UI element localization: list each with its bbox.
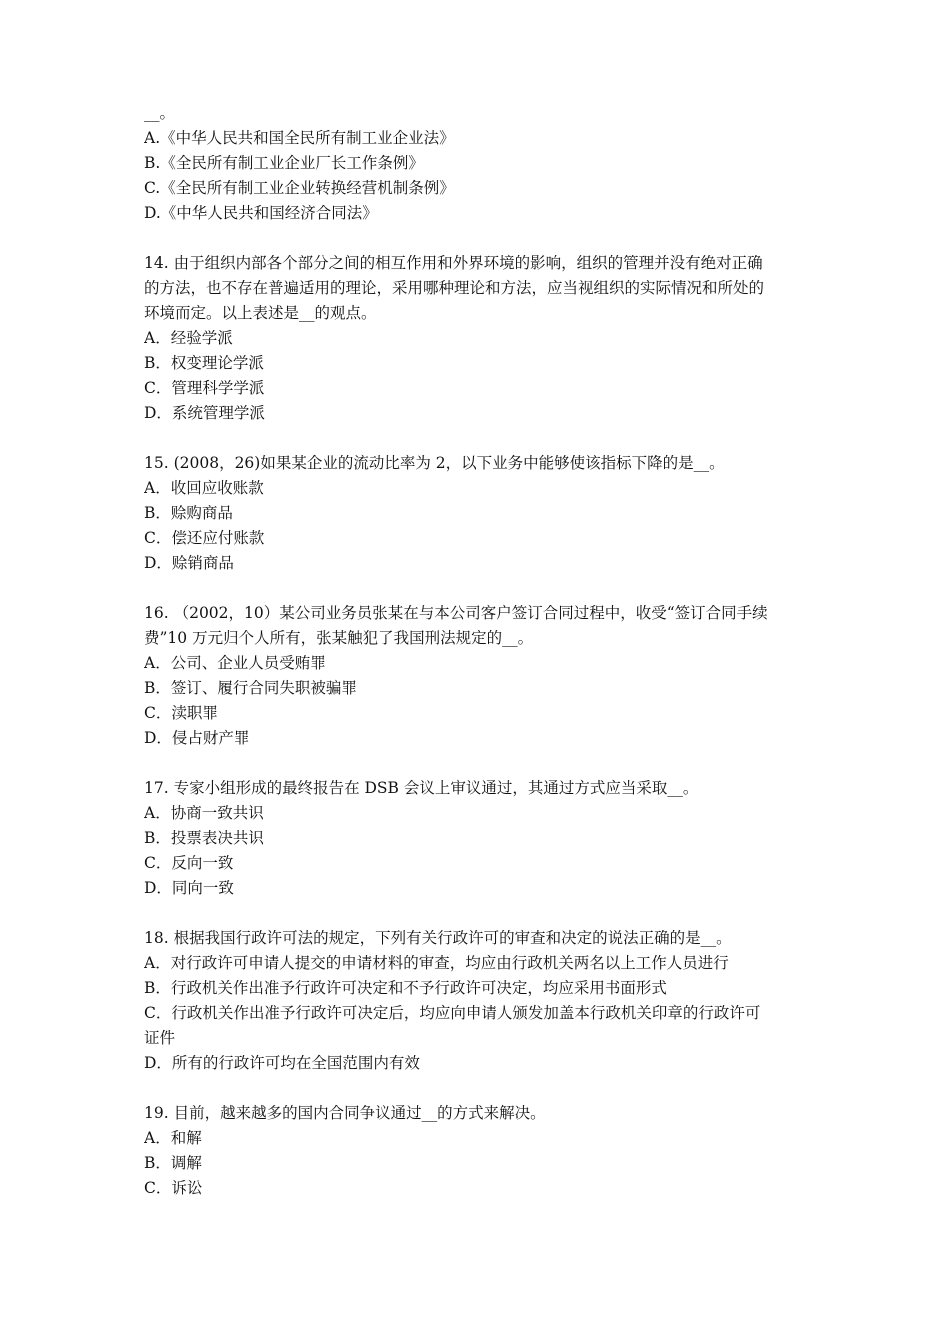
option-d: D．所有的行政许可均在全国范围内有效 — [144, 1054, 420, 1072]
question-13-continued — [144, 101, 820, 226]
option-c: C．行政机关作出准予行政许可决定后，均应向申请人颁发加盖本行政机关印章的行政许可 — [144, 1004, 761, 1022]
option-a: A．经验学派 — [144, 329, 233, 347]
question-stem-line: 15. (2008，26)如果某企业的流动比率为 2，以下业务中能够使该指标下降的是__。 — [144, 454, 725, 472]
question-stem-line: 17. 专家小组形成的最终报告在 DSB 会议上审议通过，其通过方式应当采取__。 — [144, 779, 699, 797]
option-d: D．赊销商品 — [144, 554, 234, 572]
option-a: A.《中华人民共和国全民所有制工业企业法》 — [144, 129, 455, 147]
option-a: A．协商一致共识 — [144, 804, 264, 822]
question-stem-line: 14. 由于组织内部各个部分之间的相互作用和外界环境的影响，组织的管理并没有绝对正确 — [144, 254, 763, 272]
question-stem-line: 环境而定。以上表述是__的观点。 — [144, 304, 377, 322]
option-a: A．公司、企业人员受贿罪 — [144, 654, 326, 672]
question-15 — [144, 451, 820, 576]
exam-page — [144, 101, 820, 1201]
question-stem-line: 16. （2002，10）某公司业务员张某在与本公司客户签订合同过程中，收受“签订合同手续 — [144, 604, 768, 622]
option-b: B．赊购商品 — [144, 504, 233, 522]
option-b: B．签订、履行合同失职被骗罪 — [144, 679, 357, 697]
option-d: D．侵占财产罪 — [144, 729, 250, 747]
option-b: B．投票表决共识 — [144, 829, 264, 847]
question-17 — [144, 776, 820, 901]
option-b: B.《全民所有制工业企业厂长工作条例》 — [144, 154, 424, 172]
spacer — [144, 901, 820, 926]
option-d: D．同向一致 — [144, 879, 234, 897]
option-c: C．管理科学学派 — [144, 379, 265, 397]
spacer — [144, 576, 820, 601]
option-d: D.《中华人民共和国经济合同法》 — [144, 204, 378, 222]
option-c-continued: 证件 — [144, 1029, 176, 1047]
spacer — [144, 226, 820, 251]
question-stem-line: 18. 根据我国行政许可法的规定，下列有关行政许可的审查和决定的说法正确的是__。 — [144, 929, 732, 947]
question-stem-line: 19. 目前，越来越多的国内合同争议通过__的方式来解决。 — [144, 1104, 546, 1122]
question-16 — [144, 601, 820, 751]
question-14 — [144, 251, 820, 426]
question-stem-line: 的方法，也不存在普遍适用的理论，采用哪种理论和方法，应当视组织的实际情况和所处的 — [144, 279, 765, 297]
option-a: A．对行政许可申请人提交的申请材料的审查，均应由行政机关两名以上工作人员进行 — [144, 954, 729, 972]
question-stem-line: 费”10 万元归个人所有，张某触犯了我国刑法规定的__。 — [144, 629, 534, 647]
option-b: B．调解 — [144, 1154, 202, 1172]
spacer — [144, 426, 820, 451]
option-b: B．行政机关作出准予行政许可决定和不予行政许可决定，均应采用书面形式 — [144, 979, 667, 997]
option-b: B．权变理论学派 — [144, 354, 264, 372]
spacer — [144, 1076, 820, 1101]
spacer — [144, 751, 820, 776]
option-d: D．系统管理学派 — [144, 404, 265, 422]
question-18 — [144, 926, 820, 1076]
option-c: C．偿还应付账款 — [144, 529, 265, 547]
option-c: C.《全民所有制工业企业转换经营机制条例》 — [144, 179, 455, 197]
question-stem-line: __。 — [144, 104, 176, 122]
option-c: C．诉讼 — [144, 1179, 203, 1197]
option-a: A．收回应收账款 — [144, 479, 264, 497]
option-c: C．渎职罪 — [144, 704, 218, 722]
option-c: C．反向一致 — [144, 854, 234, 872]
question-19 — [144, 1101, 820, 1201]
option-a: A．和解 — [144, 1129, 202, 1147]
